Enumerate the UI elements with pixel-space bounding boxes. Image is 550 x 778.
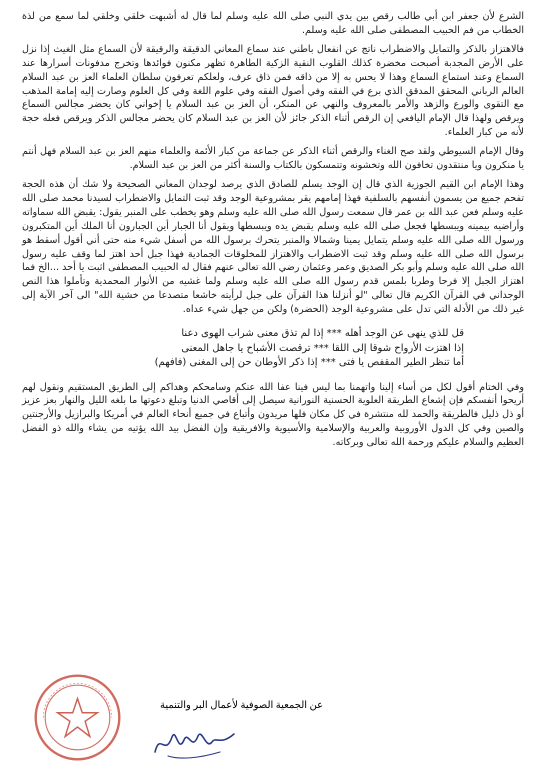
handwritten-signature-icon xyxy=(150,722,240,762)
paragraph-3: وقال الإمام السيوطي ولقد صح الغناء والرقص أثناء الذكر عن جماعة من كبار الأئمة والعلماء منهم العز بن عبد السلام فهل أنتم يا منكرون ويا منتقدون تخافون الله وتخشونه وتتمسكون بالكتاب والسنة أكثر من العز بن عبد السلام. xyxy=(22,146,524,172)
poem-verse-3: أما تنظر الطير المقفص يا فتى *** إذا ذكر الأوطان حن إلى المغنى (فافهم) xyxy=(154,357,464,369)
closing-paragraph: وفي الختام أقول لكل من أساء إلينا واتهمنا بما ليس فينا عفا الله عنكم وسامحكم وهداكم إلى الطريق المستقيم ونقول لهم أريحوا أنفسكم فإن إشعاع الطريقة العلوية الحسنية النورانية سيصل إلى أقاصي الدنيا وتبلغ دعوتها ما بلغه الليل والنهار بعز عزيز أو ذل ذليل فالطريقة والحمد لله منتشرة في كل مكان فلها مريدون وأتباع في جميع أنحاء العالم في أمريكا والبرازيل والأرجنتين والصين وفي كل الدول الأوروبية والعربية والإسلامية والأسيوية والافريقية وإن الفضل بيد الله يؤتيه من يشاء والله ذو الفضل العظيم والسلام عليكم ورحمة الله تعالى وبركاته. xyxy=(22,381,524,449)
official-stamp-icon xyxy=(30,670,125,765)
paragraph-1: الشرع لأن جعفر ابن أبي طالب رقص بين يدي النبي صلى الله عليه وسلم لما قال له أشبهت خلقي وخلقي لما سمع من لذة الخطاب من فم الحبيب المصطفى صلى الله عليه وسلم. xyxy=(22,11,524,36)
paragraph-2: فالاهتزاز بالذكر والتمايل والاضطراب ناتج عن انفعال باطني عند سماع المعاني الدقيقة والرقيقة لأن السماع مثل الغيث إذا نزل على الأرض المجدبة أصبحت مخضرة كذلك القلوب النقية الزكية الطاهرة تظهر مكنون فوائدها وتخرج مدفونات أسرارها عند السماع وعند استماع السماع وهذا لا يحس به إلا من ذاقه فمن ذاق عرف، ولعلكم تعرفون سلطان العلماء العز بن عبد السلام العالم الرباني المحقق المدقق الذي برع في الفقه وفي أصول الفقه وفي علوم اللغة وفي كل العلوم وصارت إليه إمامة المذهب مع التقوى والورع والزهد والأمر بالمعروف والنهي عن المنكر، أن العز بن عبد السلام يا إخواني كان يحضر مجالس السماع ويرقص ولهذا قال الإمام اليافعي إن الرقص أثناء الذكر جائز لأن العز بن عبد السلام كان يحضر مجالس الذكر ويرقص فعله حجة لأنه من كبار العلماء. xyxy=(22,43,524,139)
signature-block xyxy=(30,690,330,770)
poem-verse-2: إذا اهتزت الأرواح شوقا إلى اللقا *** ترقصت الأشباح يا جاهل المعنى xyxy=(181,342,464,354)
poem-block xyxy=(32,327,464,371)
paragraph-4: وهذا الإمام ابن القيم الجوزية الذي قال إن الوجد يسلم للصادق الذي يرصد لوجدان المعاني الصحيحة ولا شك أن هذه الحجة تفحم جميع من يسمون أنفسهم بالسلفية فهذا إمامهم يقر بمشروعية الوجد وقد ثبت التمايل والاضطراب لسيدنا محمد صلى الله عليه وسلم فعن عبد الله بن عمر قال سمعت رسول الله صلى الله عليه وسلم وهو يخطب على المنبر يقول: يقبض الله سماواته وأراضيه بيمينه ويبسطها فجعل صلى الله عليه وسلم يقبض يده ويبسطها ويقول أنا الجبار أين الجبارون أنا الملك أين المتكبرون ورسول الله صلى الله عليه وسلم يتمايل يمينا وشمالا والمنبر يتحرك برسول الله من أسفل شيء منه حتى أني أقول أسقط هو برسول الله صلى الله عليه وسلم وقد ثبت الاضطراب والاهتزاز للمخلوقات الجمادية فهذا جبل أحد اهتز لما وقف عليه رسول الله صلى الله عليه وسلم وأبو بكر الصديق وعمر وعثمان رضي الله تعالى عنهم فقال له الحبيب المصطفى اثبت يا أحد ...الخ فما اهتزاز الجبل إلا فرحا وطربا بلمس قدم رسول الله صلى الله عليه وسلم ولما غشيه من الأنوار المحمدية وتأملوا هذا النص الوجداني في القرآن الكريم قال تعالى "لو أنزلنا هذا القرآن على جبل لرأيته خاشعا متصدعا من خشية الله" الى آخر الآية إلى غير ذلك من الأدلة التي تدل على مشروعية الوجد (الحضرة) ولكن من جهل شيء عداه. xyxy=(22,178,524,316)
signer-name: عن الجمعية الصوفية لأعمال البر والتنمية xyxy=(160,700,324,711)
poem-verse-1: قل للذي ينهى عن الوجد أهله *** إذا لم تذق معنى شراب الهوى دعنا xyxy=(181,328,464,340)
